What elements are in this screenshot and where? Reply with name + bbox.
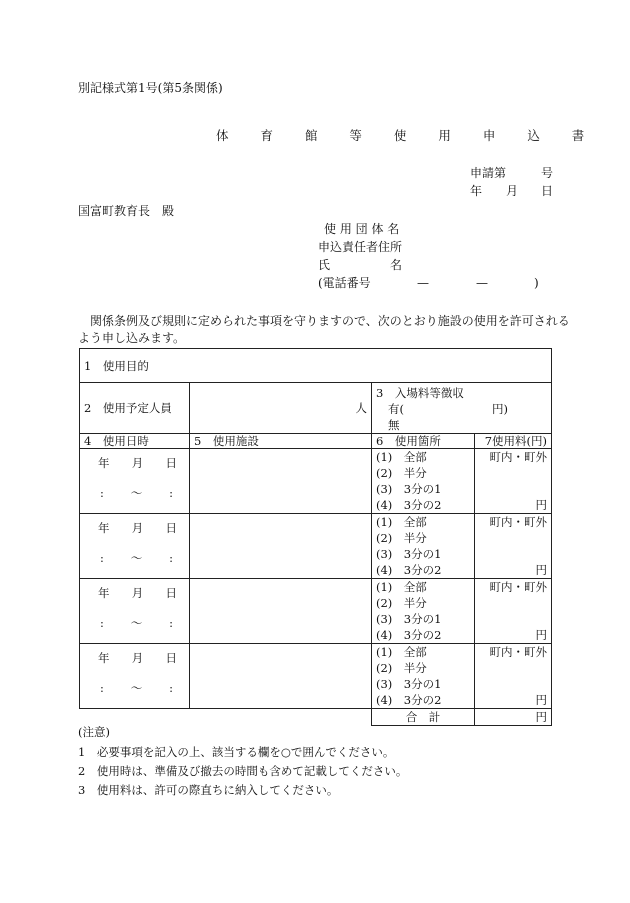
place-option-two-thirds[interactable]: (4) 3分の2 [376, 628, 442, 642]
facility-cell[interactable] [190, 644, 372, 709]
fee-cell[interactable] [475, 514, 552, 579]
place-option-half[interactable]: (2) 半分 [376, 466, 427, 480]
intro-line-2: よう申し込みます。 [78, 331, 186, 345]
day-label: 日 [165, 586, 177, 600]
month-label: 月 [131, 586, 144, 600]
purpose-label: 1 使用目的 [84, 358, 149, 373]
page-title: 体 育 館 等 使 用 申 込 書 [216, 128, 599, 143]
date-cell[interactable] [80, 514, 190, 579]
date-cell[interactable] [80, 644, 190, 709]
intro-line-1: 関係条例及び規則に定められた事項を守りますので、次のとおり施設の使用を許可される [90, 314, 570, 328]
place-cell[interactable] [372, 449, 475, 514]
address-label: 申込責任者住所 [318, 240, 403, 254]
total-spacer [80, 709, 372, 726]
application-form-table [79, 348, 552, 726]
year-label: 年 [98, 521, 110, 535]
phone-dash-1: — [417, 276, 429, 290]
col-fee-label: 7使用料(円) [484, 434, 548, 448]
total-label: 合 計 [405, 710, 441, 724]
place-option-third[interactable]: (3) 3分の1 [376, 547, 442, 561]
time-end-colon: : [169, 486, 173, 500]
total-label-cell [372, 709, 475, 726]
fee-yen-label: 円 [535, 563, 548, 577]
phone-label: (電話番号 [318, 276, 371, 290]
people-unit: 人 [355, 401, 367, 415]
fee-no-label: 無 [388, 418, 400, 432]
note-item-2: 2 使用時は、準備及び撤去の時間も含めて記載してください。 [78, 764, 408, 778]
people-label-cell [80, 383, 190, 434]
form-number: 別記様式第1号(第5条関係) [78, 81, 223, 95]
date-cell[interactable] [80, 449, 190, 514]
phone-dash-2: — [476, 276, 488, 290]
place-cell[interactable] [372, 514, 475, 579]
fee-cell[interactable] [475, 579, 552, 644]
place-option-all[interactable]: (1) 全部 [376, 450, 427, 464]
time-range-tilde: 〜 [130, 486, 143, 500]
name-label-2: 名 [390, 258, 403, 272]
place-cell[interactable] [372, 644, 475, 709]
fee-yes-yen: 円) [492, 402, 508, 416]
name-label-1: 氏 [318, 258, 331, 272]
place-option-two-thirds[interactable]: (4) 3分の2 [376, 693, 442, 707]
place-option-all[interactable]: (1) 全部 [376, 580, 427, 594]
time-end-colon: : [169, 616, 173, 630]
col-place-label: 6 使用箇所 [376, 434, 441, 448]
people-input-cell[interactable] [190, 383, 372, 434]
note-item-3: 3 使用料は、許可の際直ちに納入してください。 [78, 783, 339, 797]
total-value-cell[interactable] [475, 709, 552, 726]
year-label: 年 [98, 651, 110, 665]
place-option-half[interactable]: (2) 半分 [376, 596, 427, 610]
day-label: 日 [165, 456, 177, 470]
place-option-all[interactable]: (1) 全部 [376, 515, 427, 529]
fee-yen-label: 円 [535, 498, 548, 512]
fee-collect-label: 3 入場料等徴収 [376, 386, 464, 400]
year-label: 年 [98, 586, 110, 600]
date-month-label: 月 [506, 184, 519, 198]
facility-cell[interactable] [190, 514, 372, 579]
application-no-label: 申請第 [470, 166, 507, 180]
time-start-colon: : [100, 616, 104, 630]
month-label: 月 [131, 456, 144, 470]
place-option-third[interactable]: (3) 3分の1 [376, 612, 442, 626]
fee-yen-label: 円 [535, 628, 548, 642]
time-range-tilde: 〜 [130, 681, 143, 695]
col-facility-label: 5 使用施設 [194, 434, 259, 448]
place-option-half[interactable]: (2) 半分 [376, 661, 427, 675]
people-label: 2 使用予定人員 [84, 401, 172, 415]
fee-cell[interactable] [475, 449, 552, 514]
org-name-label: 使 用 団 体 名 [324, 222, 400, 236]
col-fee-header [475, 434, 552, 449]
col-place-header [372, 434, 475, 449]
notes-heading: (注意) [78, 725, 110, 739]
time-end-colon: : [169, 681, 173, 695]
place-option-two-thirds[interactable]: (4) 3分の2 [376, 498, 442, 512]
place-option-third[interactable]: (3) 3分の1 [376, 677, 442, 691]
date-year-label: 年 [470, 184, 483, 198]
place-option-all[interactable]: (1) 全部 [376, 645, 427, 659]
date-cell[interactable] [80, 579, 190, 644]
fee-yen-label: 円 [535, 693, 548, 707]
phone-close: ) [534, 276, 539, 290]
col-date-header [80, 434, 190, 449]
purpose-cell[interactable] [80, 349, 552, 383]
fee-area-option[interactable]: 町内・町外 [489, 515, 548, 529]
fee-area-option[interactable]: 町内・町外 [489, 450, 548, 464]
fee-yes-label: 有( [388, 402, 404, 416]
col-date-label: 4 使用日時 [84, 434, 149, 448]
time-range-tilde: 〜 [130, 551, 143, 565]
year-label: 年 [98, 456, 110, 470]
application-no-suffix: 号 [541, 166, 554, 180]
note-item-1: 1 必要事項を記入の上、該当する欄を○で囲んでください。 [78, 745, 395, 759]
time-start-colon: : [100, 681, 104, 695]
place-option-two-thirds[interactable]: (4) 3分の2 [376, 563, 442, 577]
facility-cell[interactable] [190, 449, 372, 514]
total-yen-label: 円 [535, 710, 548, 724]
day-label: 日 [165, 521, 177, 535]
day-label: 日 [165, 651, 177, 665]
place-option-third[interactable]: (3) 3分の1 [376, 482, 442, 496]
place-cell[interactable] [372, 579, 475, 644]
place-option-half[interactable]: (2) 半分 [376, 531, 427, 545]
month-label: 月 [131, 651, 144, 665]
time-start-colon: : [100, 486, 104, 500]
month-label: 月 [131, 521, 144, 535]
facility-cell[interactable] [190, 579, 372, 644]
fee-collect-cell[interactable] [372, 383, 552, 434]
time-end-colon: : [169, 551, 173, 565]
col-facility-header [190, 434, 372, 449]
fee-cell[interactable] [475, 644, 552, 709]
time-start-colon: : [100, 551, 104, 565]
time-range-tilde: 〜 [130, 616, 143, 630]
fee-area-option[interactable]: 町内・町外 [489, 645, 548, 659]
addressee: 国富町教育長 殿 [78, 204, 175, 218]
date-day-label: 日 [541, 184, 554, 198]
fee-area-option[interactable]: 町内・町外 [489, 580, 548, 594]
